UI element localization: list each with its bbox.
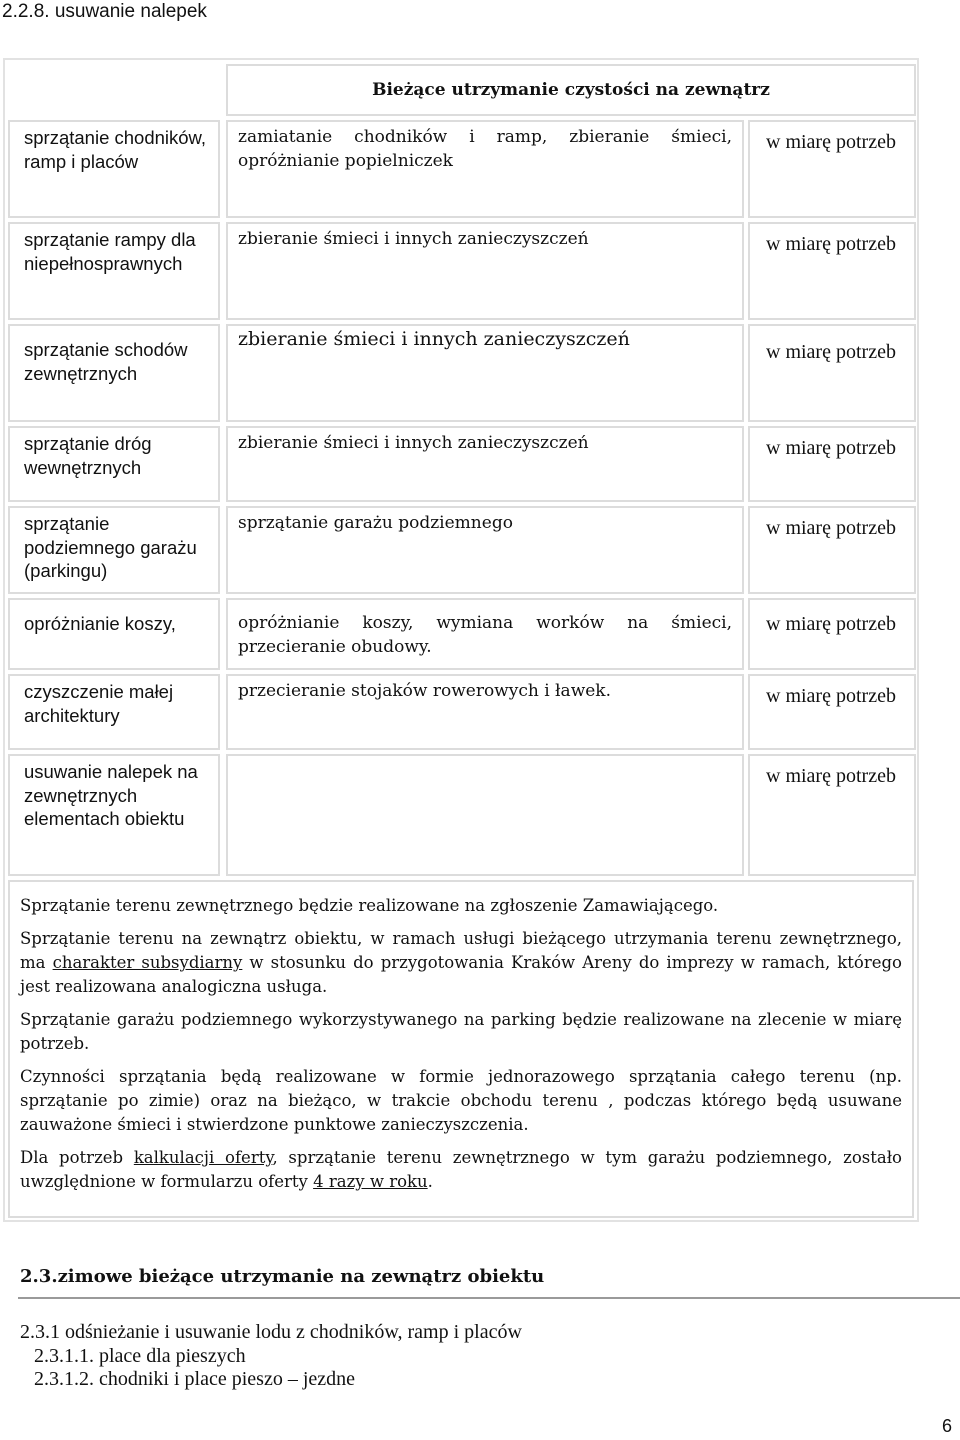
note-paragraph-1: Sprzątanie terenu zewnętrznego będzie realizowane na zgłoszenie Zamawiającego. <box>20 896 719 915</box>
row-4-task: sprzątanie dróg wewnętrznych <box>8 426 220 502</box>
notes-box <box>8 880 914 1218</box>
row-4-description: zbieranie śmieci i innych zanieczyszczeń <box>226 426 744 502</box>
row-1-task: sprzątanie chodników, ramp i placów <box>8 120 220 218</box>
section-title-2-3: 2.3.zimowe bieżące utrzymanie na zewnątrz obiektu <box>20 1266 545 1287</box>
list-item-2-3-1: 2.3.1 odśnieżanie i usuwanie lodu z chodników, ramp i placów <box>20 1321 522 1343</box>
note-2-underlined-term: charakter subsydiarny <box>52 953 243 972</box>
row-6-task: opróżnianie koszy, <box>8 598 220 670</box>
note-paragraph-3: Sprzątanie garażu podziemnego wykorzystywanego na parking będzie realizowane na zlecenie w miarę potrzeb. <box>20 1010 902 1053</box>
row-3-task: sprzątanie schodów zewnętrznych <box>8 324 220 422</box>
list-item-2-3-1-1: 2.3.1.1. place dla pieszych <box>34 1345 246 1367</box>
section-heading-2-2-8: 2.2.8. usuwanie nalepek <box>2 1 207 22</box>
row-5-task: sprzątanie podziemnego garażu (parkingu) <box>8 506 220 594</box>
note-2-text-b: w stosunku do przygotowania Kraków Areny do imprezy w ramach, którego jest realizowana analogiczna usługa. <box>20 953 902 996</box>
row-8-frequency: w miarę potrzeb <box>748 754 916 876</box>
row-2-frequency: w miarę potrzeb <box>748 222 916 320</box>
row-4-frequency: w miarę potrzeb <box>748 426 916 502</box>
note-paragraph-2 <box>20 927 902 999</box>
row-7-task: czyszczenie małej architektury <box>8 674 220 750</box>
section-divider <box>18 1297 960 1299</box>
row-8-task: usuwanie nalepek na zewnętrznych elementach obiektu <box>8 754 220 876</box>
note-5-text-b: , sprzątanie terenu zewnętrznego w tym garażu podziemnego, zostało uwzględnione w formularzu oferty <box>20 1148 902 1191</box>
note-paragraph-4: Czynności sprzątania będą realizowane w formie jednorazowego sprzątania całego terenu (np. sprzątanie po zimie) oraz na bieżąco, w trakcie obchodu terenu , podczas którego będą usuwane zauważone śmieci i stwierdzone punktowe zanieczyszczenia. <box>20 1067 902 1134</box>
row-8-description <box>226 754 744 876</box>
note-2-text-a: Sprzątanie terenu na zewnątrz obiektu, w ramach usługi bieżącego utrzymania terenu zewnętrznego, ma <box>20 929 902 972</box>
list-item-2-3-1-2: 2.3.1.2. chodniki i place pieszo – jezdne <box>34 1368 356 1390</box>
row-1-description: zamiatanie chodników i ramp, zbieranie śmieci, opróżnianie popielniczek <box>226 120 744 218</box>
table-header: Bieżące utrzymanie czystości na zewnątrz <box>226 64 916 116</box>
note-5-underlined-kalkulacji: kalkulacji oferty <box>133 1148 273 1167</box>
note-5-text-a: Dla potrzeb <box>20 1148 134 1167</box>
row-6-description: opróżnianie koszy, wymiana worków na śmieci, przecieranie obudowy. <box>226 598 744 670</box>
row-2-description: zbieranie śmieci i innych zanieczyszczeń <box>226 222 744 320</box>
note-paragraph-5 <box>20 1146 902 1194</box>
row-1-frequency: w miarę potrzeb <box>748 120 916 218</box>
page-number: 6 <box>941 1416 952 1436</box>
row-5-description: sprzątanie garażu podziemnego <box>226 506 744 594</box>
note-5-text-c: . <box>427 1172 433 1191</box>
note-5-underlined-frequency: 4 razy w roku <box>313 1172 428 1191</box>
row-3-description: zbieranie śmieci i innych zanieczyszczeń <box>226 324 744 422</box>
row-7-frequency: w miarę potrzeb <box>748 674 916 750</box>
row-7-description: przecieranie stojaków rowerowych i ławek. <box>226 674 744 750</box>
row-3-frequency: w miarę potrzeb <box>748 324 916 422</box>
row-2-task: sprzątanie rampy dla niepełnosprawnych <box>8 222 220 320</box>
row-5-frequency: w miarę potrzeb <box>748 506 916 594</box>
row-6-frequency: w miarę potrzeb <box>748 598 916 670</box>
